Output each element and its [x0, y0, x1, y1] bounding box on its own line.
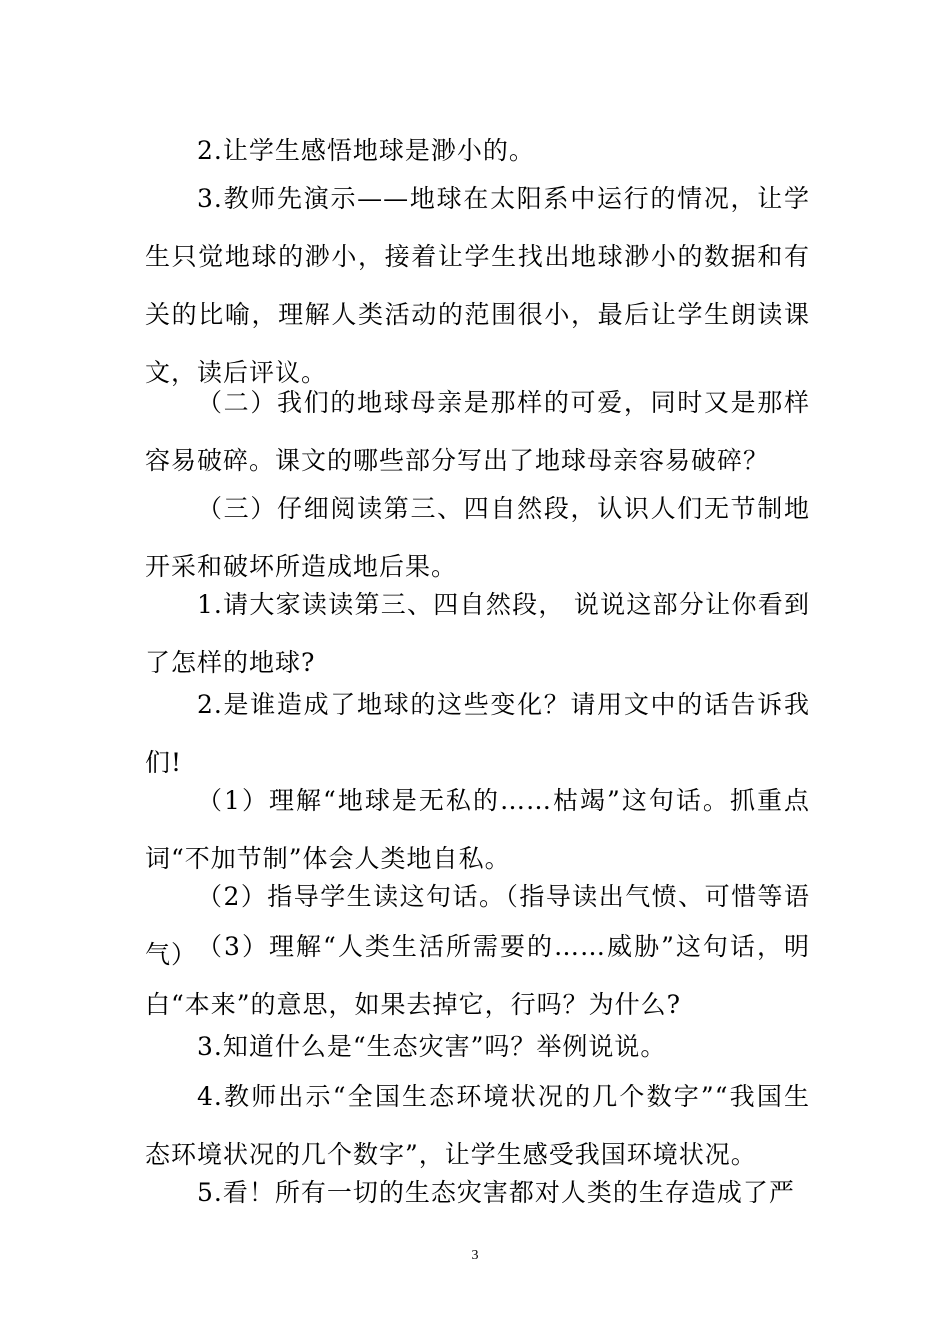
paragraph-3: （二）我们的地球母亲是那样的可爱，同时又是那样容易破碎。课文的哪些部分写出了地球母亲容易破碎？	[145, 388, 810, 475]
paragraph-2: 3.教师先演示——地球在太阳系中运行的情况，让学生只觉地球的渺小，接着让学生找出地球渺小的数据和有关的比喻，理解人类活动的范围很小，最后让学生朗读课文，读后评议。	[145, 184, 810, 387]
paragraph-12: 5.看！所有一切的生态灾害都对人类的生存造成了严	[197, 1178, 795, 1207]
paragraph-10: 3.知道什么是“生态灾害”吗？举例说说。	[197, 1032, 667, 1061]
paragraph-11: 4.教师出示“全国生态环境状况的几个数字”“我国生态环境状况的几个数字”，让学生感受我国环境状况。	[145, 1082, 810, 1169]
page-number: 3	[471, 1248, 479, 1263]
paragraph-5: 1.请大家读读第三、四自然段， 说说这部分让你看到了怎样的地球?	[145, 590, 810, 677]
paragraph-6: 2.是谁造成了地球的这些变化？请用文中的话告诉我们!	[145, 690, 810, 777]
paragraph-8: （2）指导学生读这句话。（指导读出气愤、可惜等语气）	[145, 882, 810, 969]
paragraph-9: （3）理解“人类生活所需要的……威胁”这句话，明白“本来”的意思，如果去掉它，行吗？为什么?	[145, 932, 810, 1019]
paragraph-4: （三）仔细阅读第三、四自然段，认识人们无节制地开采和破坏所造成地后果。	[145, 494, 810, 581]
paragraph-7: （1）理解“地球是无私的……枯竭”这句话。抓重点词“不加节制”体会人类地自私。	[145, 786, 810, 873]
paragraph-1: 2.让学生感悟地球是渺小的。	[197, 136, 535, 165]
